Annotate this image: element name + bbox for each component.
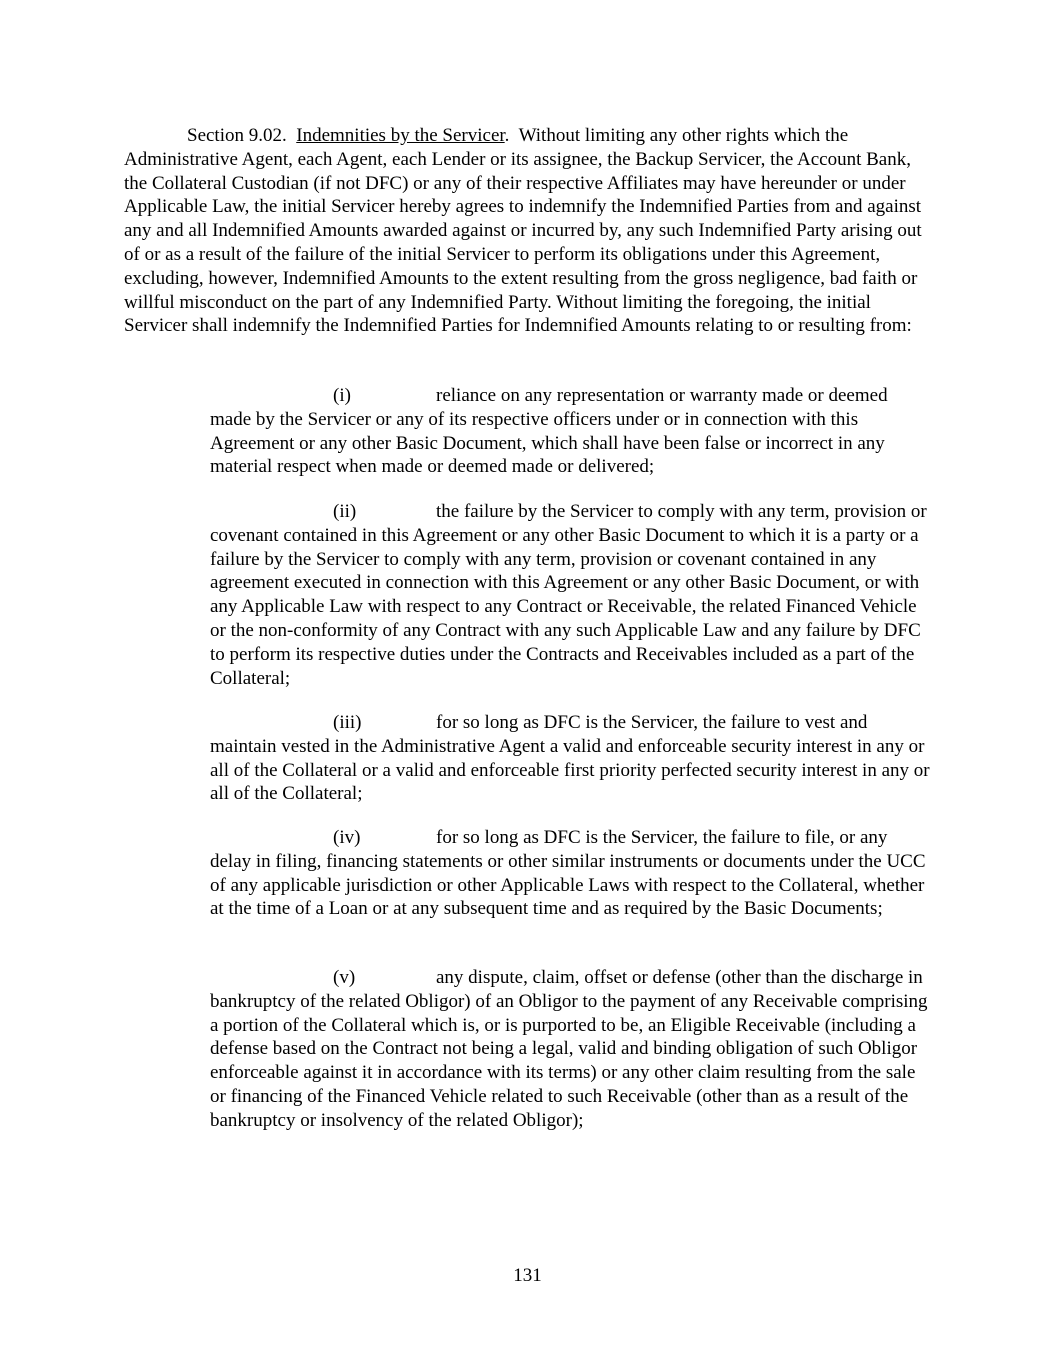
clause-text: for so long as DFC is the Servicer, the failure to file, or any delay in filing, financing statements or other similar instruments or documents under the UCC of any applicable jurisdiction or other Applicable Laws with respect to the Collateral, whether at the time of a Loan or at any subsequent time and as required by the Basic Documents;: [210, 827, 926, 920]
section-body: Without limiting any other rights which the Administrative Agent, each Agent, each Lender or its assignee, the Backup Servicer, the Account Bank, the Collateral Custodian (if not DFC) or any of their respective Affiliates may have hereunder or under Applicable Law, the initial Servicer hereby agrees to indemnify the Indemnified Parties from and against any and all Indemnified Amounts awarded against or incurred by, any such Indemnified Party arising out of or as a result of the failure of the initial Servicer to perform its obligations under this Agreement, excluding, however, Indemnified Amounts to the extent resulting from the gross negligence, bad faith or willful misconduct on the part of any Indemnified Party. Without limiting the foregoing, the initial Servicer shall indemnify the Indemnified Parties for Indemnified Amounts relating to or resulting from:: [124, 125, 922, 337]
clause-ii: [210, 500, 930, 690]
clause-number: (ii): [333, 501, 357, 522]
clause-iv: [210, 826, 930, 921]
clause-text: any dispute, claim, offset or defense (other than the discharge in bankruptcy of the related Obligor) of an Obligor to the payment of any Receivable comprising a portion of the Collateral which is, or is purported to be, an Eligible Receivable (including a defense based on the Contract not being a legal, valid and binding obligation of such Obligor enforceable against it in accordance with its terms) or any other claim resulting from the sale or financing of the Financed Vehicle related to such Receivable (other than as a result of the bankruptcy or insolvency of the related Obligor);: [210, 967, 928, 1131]
page-number: 131: [513, 1265, 542, 1286]
clause-number: (iii): [333, 712, 362, 733]
clause-text: for so long as DFC is the Servicer, the failure to vest and maintain vested in the Administrative Agent a valid and enforceable security interest in any or all of the Collateral or a valid and enforceable first priority perfected security interest in any or all of the Collateral;: [210, 712, 930, 805]
section-9-02-paragraph: [124, 124, 930, 338]
section-label: Section 9.02.: [187, 125, 287, 146]
section-heading-punct: .: [504, 125, 510, 146]
clause-number: (v): [333, 967, 356, 988]
clause-number: (i): [333, 385, 351, 406]
clause-text: the failure by the Servicer to comply with any term, provision or covenant contained in this Agreement or any other Basic Document to which it is a party or a failure by the Servicer to comply with any term, provision or covenant contained in any agreement executed in connection with this Agreement or any other Basic Document, or with any Applicable Law with respect to any Contract or Receivable, the related Financed Vehicle or the non-conformity of any Contract with any such Applicable Law and any failure by DFC to perform its respective duties under the Contracts and Receivables included as a part of the Collateral;: [210, 501, 927, 689]
clause-v: [210, 966, 930, 1133]
clause-i: [210, 384, 930, 479]
clause-iii: [210, 711, 930, 806]
clause-text: reliance on any representation or warranty made or deemed made by the Servicer or any of its respective officers under or in connection with this Agreement or any other Basic Document, which shall have been false or incorrect in any material respect when made or deemed made or delivered;: [210, 385, 888, 478]
section-heading: Indemnities by the Servicer: [296, 125, 505, 146]
clause-number: (iv): [333, 827, 361, 848]
